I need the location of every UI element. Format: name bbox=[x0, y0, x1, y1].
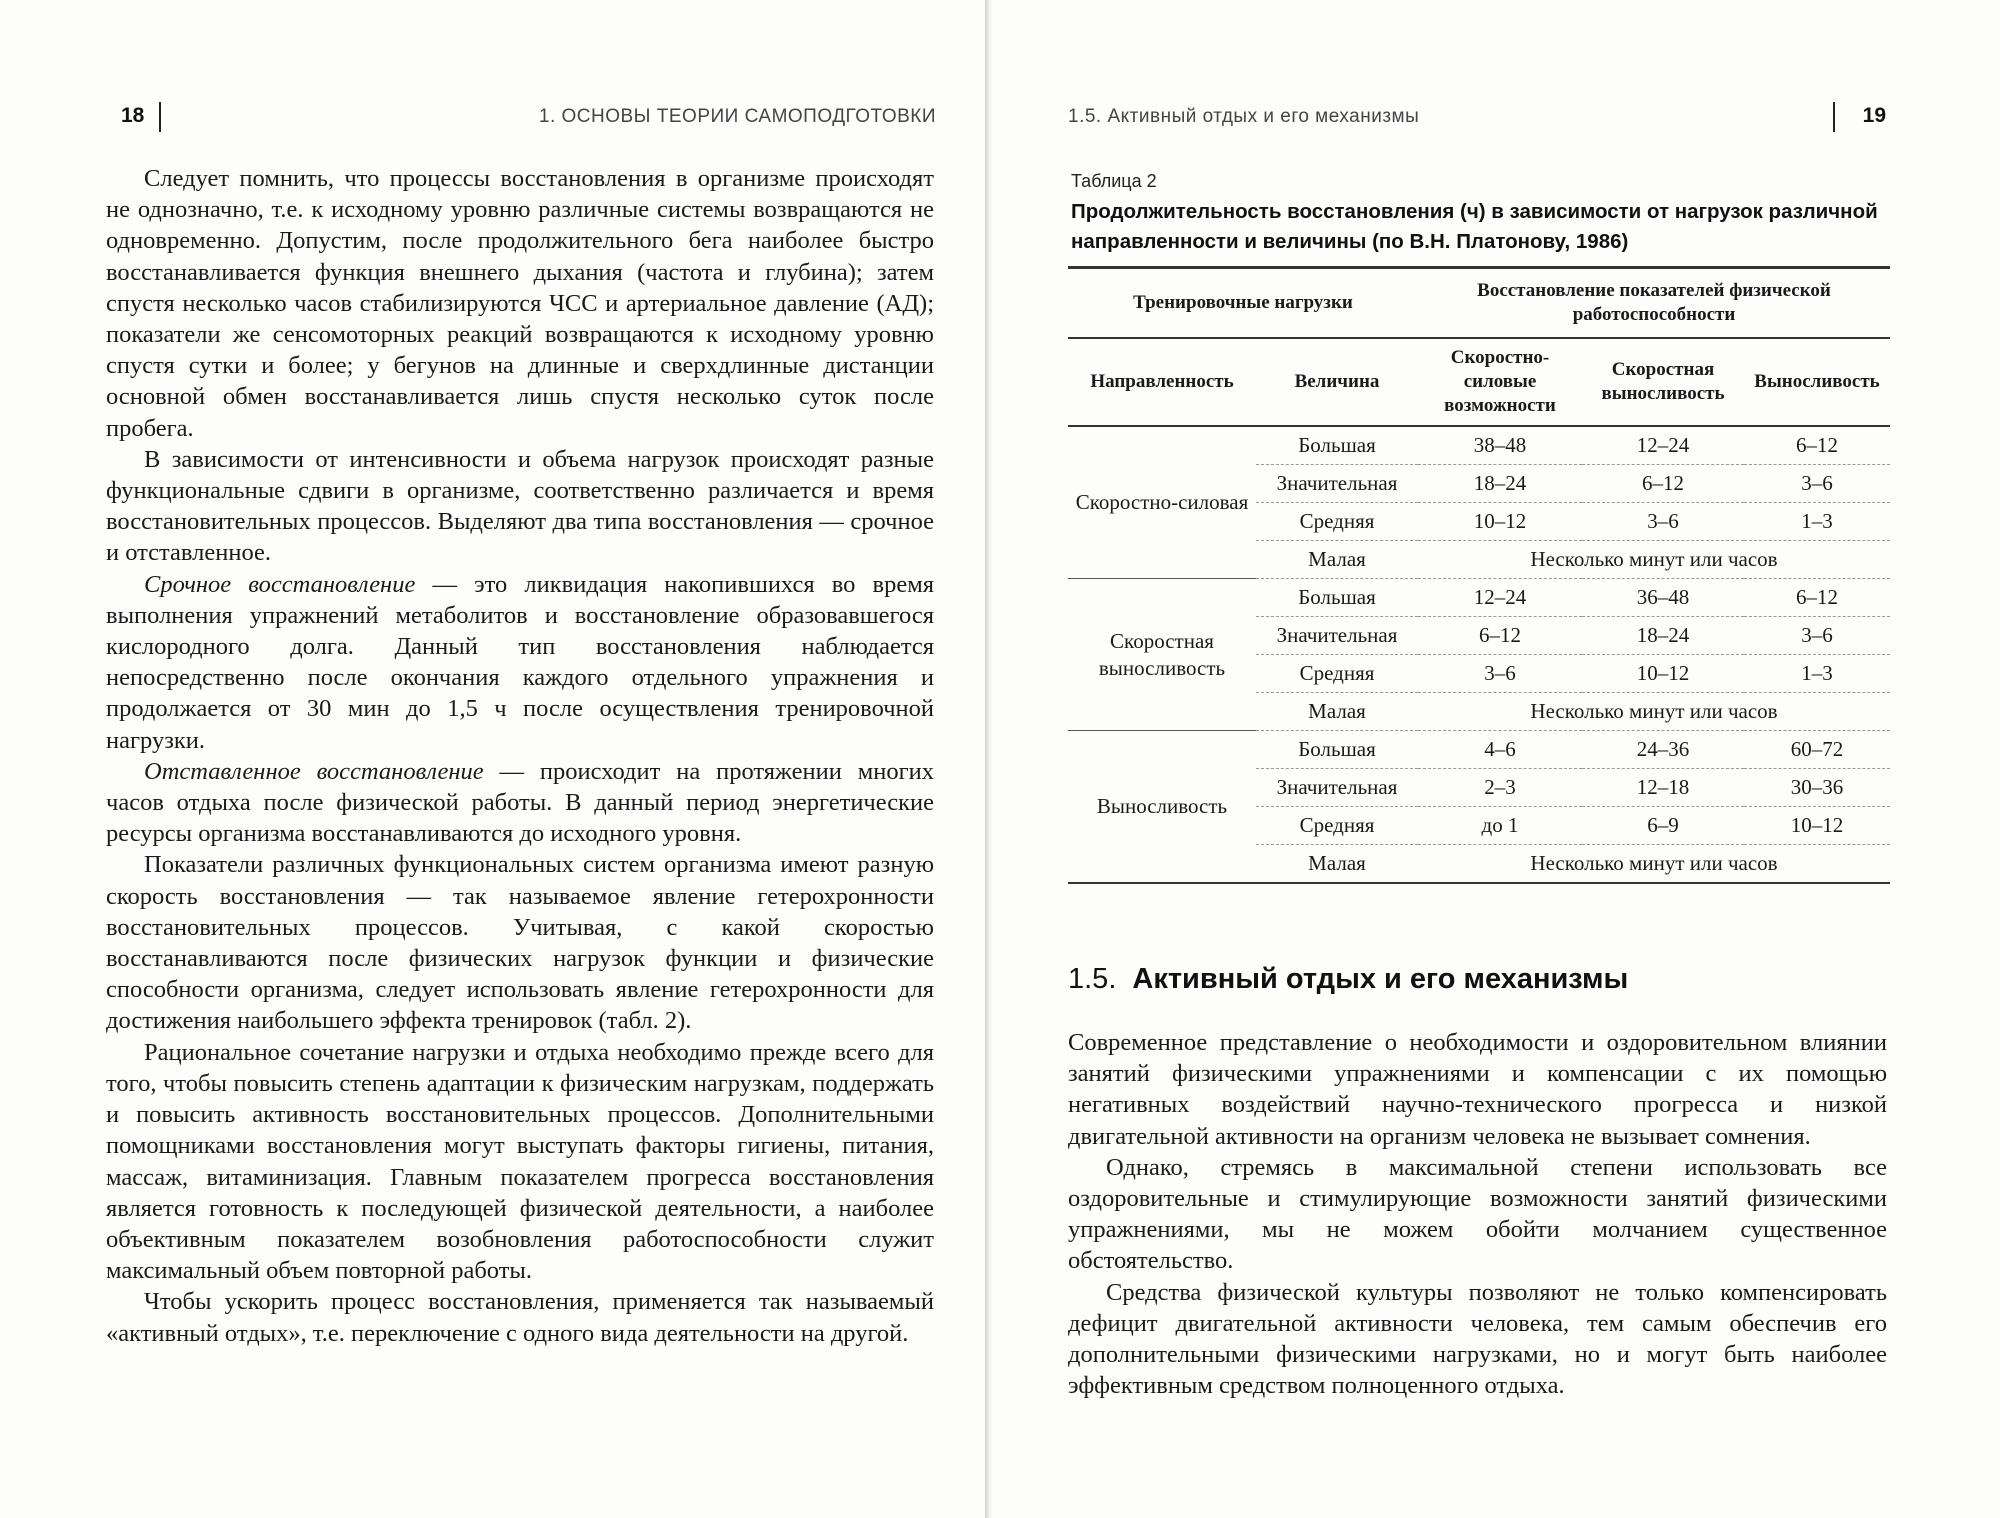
definition-text: — это ликвидация накопившихся во время выполнения упражнений метаболитов и восстановление образовавшегося кислородного долга. Данный тип восстановления наблюдается непосредственно после окончания каждого отдельного упражнения и продолжается от 30 мин до 1,5 ч после осуществления тренировочной нагрузки. bbox=[106, 570, 934, 754]
cell-speed-strength: 10–12 bbox=[1418, 503, 1582, 541]
paragraph: Современное представление о необходимости и оздоровительном влиянии занятий физическими упражнениями и компенсации с их помощью негативных воздействий научно-технического прогресса и низкой двигательной активности на организм человека не вызывает сомнения. bbox=[1068, 1029, 1887, 1150]
paragraph: Средства физической культуры позволяют не только компенсировать дефицит двигательной активности человека, тем самым обеспечив его дополнительными физическими нагрузками, но и могут быть наиболее эффективным средством полноценного отдыха. bbox=[1068, 1278, 1887, 1400]
cell-direction: Скоростная выносливость bbox=[1068, 579, 1256, 731]
section-running-title: 1.5. Активный отдых и его механизмы bbox=[1068, 106, 1420, 127]
cell-speed-endurance: 24–36 bbox=[1582, 731, 1744, 769]
definition-text: — происходит на протяжении многих часов отдыха после физической работы. В данный период энергетические ресурсы организма восстанавливаются до исходного уровня. bbox=[106, 757, 934, 848]
cell-endurance: 3–6 bbox=[1744, 617, 1890, 655]
table-title: Продолжительность восстановления (ч) в зависимости от нагрузок различной направленности и величины (по В.Н. Платонову, 1986) bbox=[1071, 200, 1878, 253]
cell-speed-endurance: 3–6 bbox=[1582, 503, 1744, 541]
section-number: 1.5. bbox=[1068, 963, 1117, 995]
cell-endurance: 1–3 bbox=[1744, 655, 1890, 693]
cell-speed-strength: 18–24 bbox=[1418, 465, 1582, 503]
cell-speed-strength: 38–48 bbox=[1418, 426, 1582, 465]
header-training-loads: Тренировочные нагрузки bbox=[1068, 268, 1418, 339]
paragraph-delayed-recovery bbox=[106, 756, 934, 850]
cell-direction: Скоростно-силовая bbox=[1068, 426, 1256, 579]
cell-endurance: 6–12 bbox=[1744, 579, 1890, 617]
section-heading bbox=[1068, 963, 1628, 996]
cell-endurance: 60–72 bbox=[1744, 731, 1890, 769]
cell-endurance: 30–36 bbox=[1744, 769, 1890, 807]
cell-endurance: 1–3 bbox=[1744, 503, 1890, 541]
page-number-right: 19 bbox=[1862, 104, 1886, 127]
left-page bbox=[0, 0, 985, 1518]
term-urgent-recovery: Срочное восстановление bbox=[144, 570, 416, 598]
paragraph: Однако, стремясь в максимальной степени использовать все оздоровительные и стимулирующие возможности занятий физическими упражнениями, мы не можем обойти молчанием существенное обстоятельство. bbox=[1068, 1153, 1887, 1275]
header-speed-endurance: Скоростная выносливость bbox=[1582, 338, 1744, 426]
left-running-head bbox=[121, 102, 936, 134]
cell-magnitude: Малая bbox=[1256, 845, 1418, 884]
header-recovery-indicators: Восстановление показателей физической работоспособности bbox=[1418, 268, 1890, 339]
cell-speed-endurance: 10–12 bbox=[1582, 655, 1744, 693]
cell-speed-endurance: 18–24 bbox=[1582, 617, 1744, 655]
cell-magnitude: Средняя bbox=[1256, 655, 1418, 693]
term-delayed-recovery: Отставленное восстановление bbox=[144, 757, 484, 785]
right-body-text bbox=[1068, 1027, 1887, 1401]
header-endurance: Выносливость bbox=[1744, 338, 1890, 426]
recovery-table bbox=[1068, 266, 1890, 884]
cell-magnitude: Малая bbox=[1256, 541, 1418, 579]
cell-speed-endurance: 6–12 bbox=[1582, 465, 1744, 503]
cell-magnitude: Средняя bbox=[1256, 807, 1418, 845]
cell-magnitude: Значительная bbox=[1256, 617, 1418, 655]
section-title: Активный отдых и его механизмы bbox=[1132, 963, 1629, 995]
cell-direction: Выносливость bbox=[1068, 731, 1256, 884]
header-direction: Направленность bbox=[1068, 338, 1256, 426]
cell-speed-strength: 3–6 bbox=[1418, 655, 1582, 693]
cell-magnitude: Большая bbox=[1256, 731, 1418, 769]
header-magnitude: Величина bbox=[1256, 338, 1418, 426]
cell-magnitude: Малая bbox=[1256, 693, 1418, 731]
cell-speed-endurance: 12–18 bbox=[1582, 769, 1744, 807]
paragraph: В зависимости от интенсивности и объема нагрузок происходят разные функциональные сдвиги в организме, соответственно различается и время восстановительных процессов. Выделяют два типа восстановления — срочное и отставленное. bbox=[106, 445, 934, 567]
cell-magnitude: Значительная bbox=[1256, 769, 1418, 807]
cell-note: Несколько минут или часов bbox=[1418, 845, 1890, 884]
cell-speed-endurance: 12–24 bbox=[1582, 426, 1744, 465]
cell-speed-endurance: 6–9 bbox=[1582, 807, 1744, 845]
cell-endurance: 6–12 bbox=[1744, 426, 1890, 465]
cell-speed-endurance: 36–48 bbox=[1582, 579, 1744, 617]
cell-note: Несколько минут или часов bbox=[1418, 541, 1890, 579]
table-label: Таблица 2 bbox=[1071, 171, 1157, 191]
cell-speed-strength: 2–3 bbox=[1418, 769, 1582, 807]
header-divider bbox=[159, 102, 161, 132]
right-running-head bbox=[1068, 102, 1886, 134]
cell-endurance: 10–12 bbox=[1744, 807, 1890, 845]
page-number-left: 18 bbox=[121, 104, 145, 127]
cell-speed-strength: 12–24 bbox=[1418, 579, 1582, 617]
table-body bbox=[1068, 426, 1890, 883]
cell-magnitude: Средняя bbox=[1256, 503, 1418, 541]
book-gutter bbox=[985, 0, 992, 1518]
left-body-text bbox=[106, 163, 934, 1349]
table-subheader-row bbox=[1068, 338, 1890, 426]
table-row bbox=[1068, 731, 1890, 769]
cell-speed-strength: 4–6 bbox=[1418, 731, 1582, 769]
cell-note: Несколько минут или часов bbox=[1418, 693, 1890, 731]
cell-magnitude: Большая bbox=[1256, 579, 1418, 617]
paragraph: Чтобы ускорить процесс восстановления, применяется так называемый «активный отдых», т.е. переключение с одного вида деятельности на другой. bbox=[106, 1288, 934, 1347]
table-row bbox=[1068, 426, 1890, 465]
table-row bbox=[1068, 579, 1890, 617]
cell-magnitude: Большая bbox=[1256, 426, 1418, 465]
chapter-title: 1. ОСНОВЫ ТЕОРИИ САМОПОДГОТОВКИ bbox=[538, 106, 936, 127]
paragraph: Рациональное сочетание нагрузки и отдыха необходимо прежде всего для того, чтобы повысить степень адаптации к физическим нагрузкам, поддержать и повысить активность восстановительных процессов. Дополнительными помощниками восстановления могут выступать факторы гигиены, питания, массаж, витаминизация. Главным показателем прогресса восстановления является готовность к последующей физической деятельности, а наиболее объективным показателем возобновления работоспособности служит максимальный объем повторной работы. bbox=[106, 1038, 934, 1285]
header-speed-strength: Скоростно-силовые возможности bbox=[1418, 338, 1582, 426]
cell-speed-strength: 6–12 bbox=[1418, 617, 1582, 655]
paragraph-urgent-recovery bbox=[106, 569, 934, 756]
table-header-row bbox=[1068, 268, 1890, 339]
paragraph: Показатели различных функциональных систем организма имеют разную скорость восстановления — так называемое явление гетерохронности восстановительных процессов. Учитывая, с какой скоростью восстанавливаются после физических нагрузок функции и физические способности организма, следует использовать явление гетерохронности для достижения наибольшего эффекта тренировок (табл. 2). bbox=[106, 851, 934, 1035]
cell-endurance: 3–6 bbox=[1744, 465, 1890, 503]
cell-magnitude: Значительная bbox=[1256, 465, 1418, 503]
cell-speed-strength: до 1 bbox=[1418, 807, 1582, 845]
paragraph: Следует помнить, что процессы восстановления в организме происходят не однозначно, т.е. к исходному уровню различные системы возвращаются не одновременно. Допустим, после продолжительного бега наиболее быстро восстанавливается функция внешнего дыхания (частота и глубина); затем спустя несколько часов стабилизируются ЧСС и артериальное давление (АД); показатели же сенсомоторных реакций возвращаются к исходному уровню спустя сутки и более; у бегунов на длинные и сверхдлинные дистанции основной обмен восстанавливается лишь спустя несколько суток после пробега. bbox=[106, 165, 934, 442]
header-divider bbox=[1833, 102, 1835, 132]
